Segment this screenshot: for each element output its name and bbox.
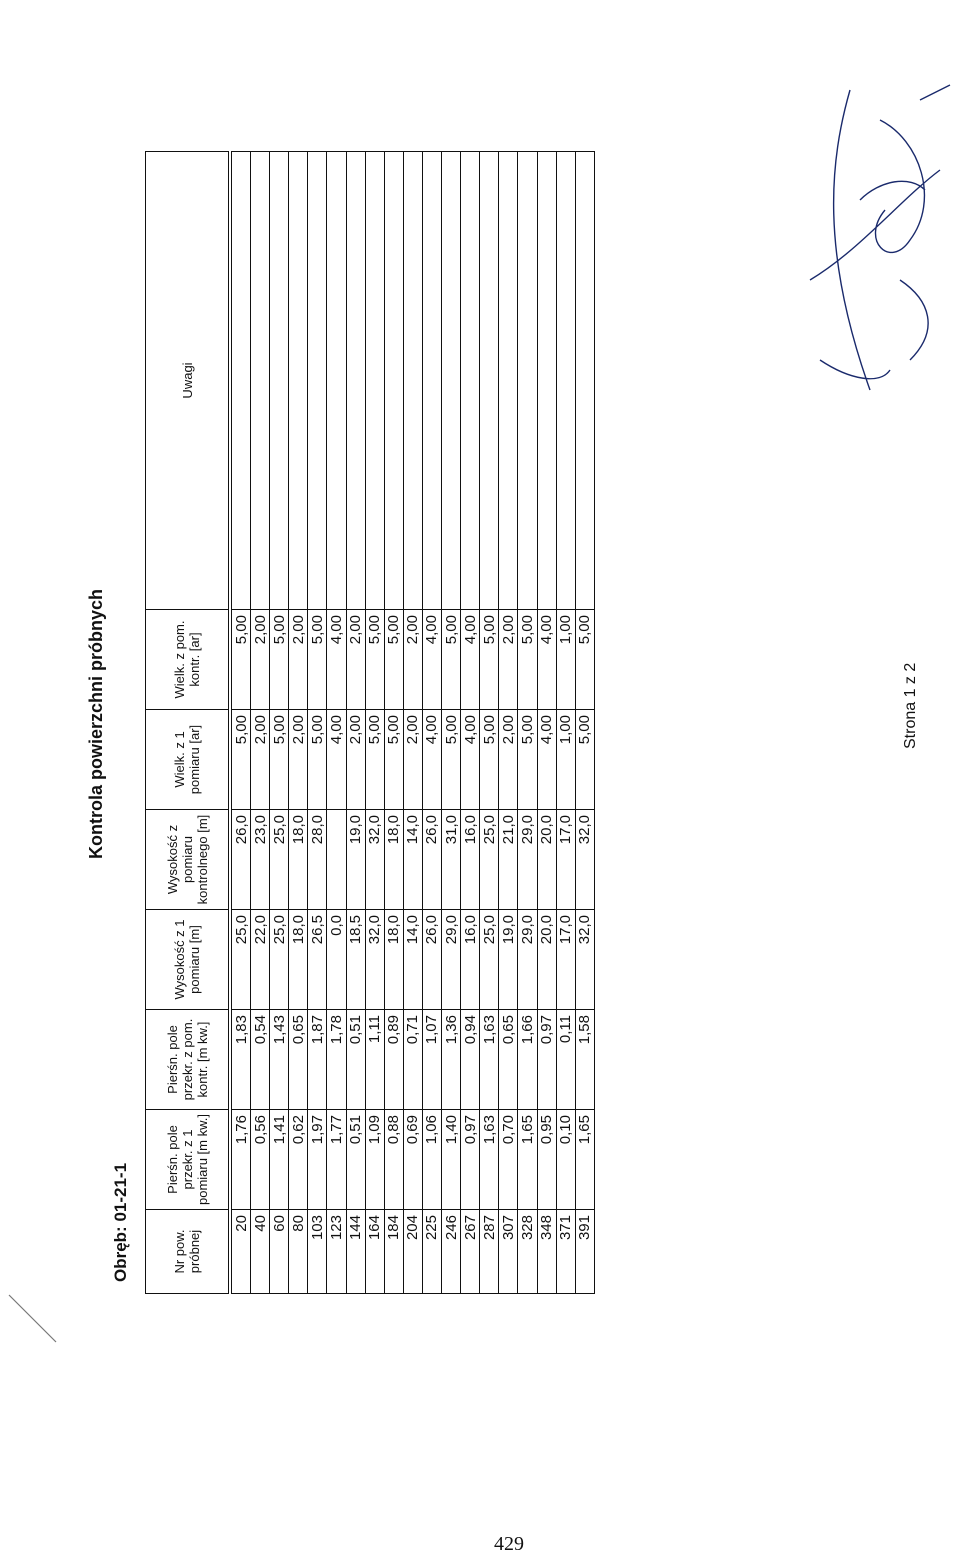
table-cell: 16,0 [461, 810, 480, 910]
table-cell: 391 [575, 1210, 594, 1294]
table-cell: 0,97 [461, 1110, 480, 1210]
table-cell: 5,00 [480, 710, 499, 810]
table-cell: 2,00 [289, 610, 308, 710]
table-cell: 25,0 [270, 810, 289, 910]
table-row [480, 152, 499, 1294]
table-cell: 25,0 [230, 910, 251, 1010]
table-row [289, 152, 308, 1294]
table-cell [270, 152, 289, 610]
table-cell: 103 [308, 1210, 327, 1294]
table-row [230, 152, 251, 1294]
table-cell [461, 152, 480, 610]
table-row [422, 152, 441, 1294]
table-cell: 1,63 [480, 1010, 499, 1110]
table-row [384, 152, 403, 1294]
table-cell: 204 [403, 1210, 422, 1294]
table-body [230, 152, 594, 1294]
page-footer: Strona 1 z 2 [902, 662, 919, 749]
table-cell: 1,00 [556, 710, 575, 810]
table-cell: 29,0 [442, 910, 461, 1010]
table-row [327, 152, 346, 1294]
table-cell: 4,00 [327, 710, 346, 810]
table-row [442, 152, 461, 1294]
table-cell: 5,00 [575, 610, 594, 710]
table-row [575, 152, 594, 1294]
table-cell: 5,00 [384, 610, 403, 710]
table-cell: 32,0 [365, 810, 384, 910]
table-cell: 25,0 [480, 910, 499, 1010]
table-cell: 31,0 [442, 810, 461, 910]
table-cell: 1,07 [422, 1010, 441, 1110]
table-cell: 0,51 [346, 1010, 365, 1110]
table-cell: 328 [518, 1210, 537, 1294]
table-cell: 348 [537, 1210, 556, 1294]
sample-plots-table [145, 151, 595, 1294]
table-row [537, 152, 556, 1294]
table-cell: 0,89 [384, 1010, 403, 1110]
table-cell: 16,0 [461, 910, 480, 1010]
page-title: Kontrola powierzchni próbnych [86, 588, 106, 859]
table-cell: 164 [365, 1210, 384, 1294]
table-cell: 5,00 [270, 710, 289, 810]
table-cell: 4,00 [537, 710, 556, 810]
table-cell: 25,0 [270, 910, 289, 1010]
table-cell: 1,87 [308, 1010, 327, 1110]
table-cell: 4,00 [422, 610, 441, 710]
table-cell: 0,65 [289, 1010, 308, 1110]
table-cell: 18,5 [346, 910, 365, 1010]
table-cell: 1,09 [365, 1110, 384, 1210]
table-cell: 2,00 [346, 710, 365, 810]
table-cell: 0,88 [384, 1110, 403, 1210]
table-cell: 2,00 [251, 610, 270, 710]
header-cell: Wysokość z pomiaru kontrolnego [m] [146, 810, 231, 910]
table-cell [308, 152, 327, 610]
table-cell: 2,00 [499, 610, 518, 710]
table-cell: 40 [251, 1210, 270, 1294]
table-cell: 2,00 [251, 710, 270, 810]
table-cell [518, 152, 537, 610]
table-cell: 5,00 [575, 710, 594, 810]
table-cell: 5,00 [384, 710, 403, 810]
table-cell: 5,00 [308, 710, 327, 810]
table-cell: 267 [461, 1210, 480, 1294]
table-cell: 123 [327, 1210, 346, 1294]
table-cell: 5,00 [518, 610, 537, 710]
table-cell [327, 810, 346, 910]
table-cell: 1,97 [308, 1110, 327, 1210]
table-cell: 60 [270, 1210, 289, 1294]
header-cell: Pierśn. pole przekr. z pom. kontr. [m kw.] [146, 1010, 231, 1110]
table-cell: 225 [422, 1210, 441, 1294]
table-cell: 22,0 [251, 910, 270, 1010]
table-cell: 20,0 [537, 810, 556, 910]
table-cell: 1,43 [270, 1010, 289, 1110]
table-cell: 20,0 [537, 910, 556, 1010]
table-row [518, 152, 537, 1294]
header-cell: Pierśn. pole przekr. z 1 pomiaru [m kw.] [146, 1110, 231, 1210]
table-cell: 32,0 [575, 910, 594, 1010]
table-cell [480, 152, 499, 610]
table-cell: 1,36 [442, 1010, 461, 1110]
table-cell: 1,65 [575, 1110, 594, 1210]
table-cell: 17,0 [556, 810, 575, 910]
table-cell: 1,06 [422, 1110, 441, 1210]
table-cell: 19,0 [499, 910, 518, 1010]
table-cell [499, 152, 518, 610]
table-row [270, 152, 289, 1294]
table-cell: 26,0 [422, 810, 441, 910]
table-cell: 0,95 [537, 1110, 556, 1210]
table-cell: 4,00 [327, 610, 346, 710]
table-cell: 1,11 [365, 1010, 384, 1110]
table-cell [556, 152, 575, 610]
table-cell: 19,0 [346, 810, 365, 910]
table-cell: 0,65 [499, 1010, 518, 1110]
table-cell: 29,0 [518, 810, 537, 910]
table-cell: 1,41 [270, 1110, 289, 1210]
table-cell: 26,0 [422, 910, 441, 1010]
table-row [308, 152, 327, 1294]
table-cell: 28,0 [308, 810, 327, 910]
stamp-number: 429 [494, 1533, 524, 1555]
table-cell: 80 [289, 1210, 308, 1294]
table-cell: 5,00 [230, 710, 251, 810]
table-cell [230, 152, 251, 610]
header-cell: Wielk. z pom. kontr. [ar] [146, 610, 231, 710]
table-cell: 0,71 [403, 1010, 422, 1110]
table-cell: 0,97 [537, 1010, 556, 1110]
table-cell: 1,78 [327, 1010, 346, 1110]
table-cell: 4,00 [537, 610, 556, 710]
table-cell: 371 [556, 1210, 575, 1294]
table-cell: 2,00 [403, 610, 422, 710]
table-cell: 5,00 [442, 710, 461, 810]
table-cell: 184 [384, 1210, 403, 1294]
table-row [499, 152, 518, 1294]
table-row [365, 152, 384, 1294]
table-cell: 26,0 [230, 810, 251, 910]
table-cell: 25,0 [480, 810, 499, 910]
table-cell [289, 152, 308, 610]
table-cell [422, 152, 441, 610]
table-cell: 26,5 [308, 910, 327, 1010]
table-cell: 0,0 [327, 910, 346, 1010]
table-cell [403, 152, 422, 610]
table-cell: 17,0 [556, 910, 575, 1010]
table-cell: 4,00 [461, 710, 480, 810]
table-cell [365, 152, 384, 610]
table-cell: 0,56 [251, 1110, 270, 1210]
table-cell: 5,00 [442, 610, 461, 710]
table-cell: 4,00 [461, 610, 480, 710]
header-cell: Wysokość z 1 pomiaru [m] [146, 910, 231, 1010]
table-cell: 5,00 [365, 610, 384, 710]
table-row [461, 152, 480, 1294]
table-row [403, 152, 422, 1294]
header-cell: Uwagi [146, 152, 231, 610]
table-cell: 1,00 [556, 610, 575, 710]
table-cell: 23,0 [251, 810, 270, 910]
table-cell [442, 152, 461, 610]
table-cell: 2,00 [346, 610, 365, 710]
table-cell: 18,0 [384, 810, 403, 910]
table-header-row [146, 152, 231, 1294]
table-cell: 1,58 [575, 1010, 594, 1110]
header-cell: Wielk. z 1 pomiaru [ar] [146, 710, 231, 810]
table-cell: 14,0 [403, 910, 422, 1010]
table-cell: 0,94 [461, 1010, 480, 1110]
table-cell: 29,0 [518, 910, 537, 1010]
table-cell: 5,00 [480, 610, 499, 710]
table-cell: 1,77 [327, 1110, 346, 1210]
table-cell [384, 152, 403, 610]
table-cell: 0,69 [403, 1110, 422, 1210]
table-cell: 246 [442, 1210, 461, 1294]
table-cell: 5,00 [308, 610, 327, 710]
table-cell: 14,0 [403, 810, 422, 910]
table-cell: 1,40 [442, 1110, 461, 1210]
table-cell [327, 152, 346, 610]
table-cell: 144 [346, 1210, 365, 1294]
table-cell: 0,10 [556, 1110, 575, 1210]
table-row [251, 152, 270, 1294]
table-cell [575, 152, 594, 610]
table-cell: 307 [499, 1210, 518, 1294]
table-cell: 4,00 [422, 710, 441, 810]
table-cell: 1,65 [518, 1110, 537, 1210]
table-cell: 5,00 [365, 710, 384, 810]
table-cell: 32,0 [365, 910, 384, 1010]
table-cell: 1,63 [480, 1110, 499, 1210]
signature-scribble [790, 80, 960, 410]
table-row [556, 152, 575, 1294]
table-cell: 32,0 [575, 810, 594, 910]
table-cell: 0,70 [499, 1110, 518, 1210]
table-cell [251, 152, 270, 610]
table-cell: 18,0 [289, 910, 308, 1010]
header-cell: Nr pow. próbnej [146, 1210, 231, 1294]
obreb-label: Obręb: 01-21-1 [111, 1162, 130, 1282]
pencil-mark [4, 1290, 64, 1350]
table-cell: 1,66 [518, 1010, 537, 1110]
table-cell: 0,11 [556, 1010, 575, 1110]
table-cell: 21,0 [499, 810, 518, 910]
table-cell [346, 152, 365, 610]
table-cell: 2,00 [403, 710, 422, 810]
table-cell: 287 [480, 1210, 499, 1294]
table-cell: 1,76 [230, 1110, 251, 1210]
table-cell: 18,0 [384, 910, 403, 1010]
table-cell [537, 152, 556, 610]
table-cell: 0,54 [251, 1010, 270, 1110]
table-cell: 5,00 [270, 610, 289, 710]
table-cell: 2,00 [289, 710, 308, 810]
table-cell: 0,51 [346, 1110, 365, 1210]
table-cell: 2,00 [499, 710, 518, 810]
table-cell: 0,62 [289, 1110, 308, 1210]
table-cell: 18,0 [289, 810, 308, 910]
table-cell: 5,00 [518, 710, 537, 810]
table-cell: 1,83 [230, 1010, 251, 1110]
table-row [346, 152, 365, 1294]
table-cell: 5,00 [230, 610, 251, 710]
table-cell: 20 [230, 1210, 251, 1294]
